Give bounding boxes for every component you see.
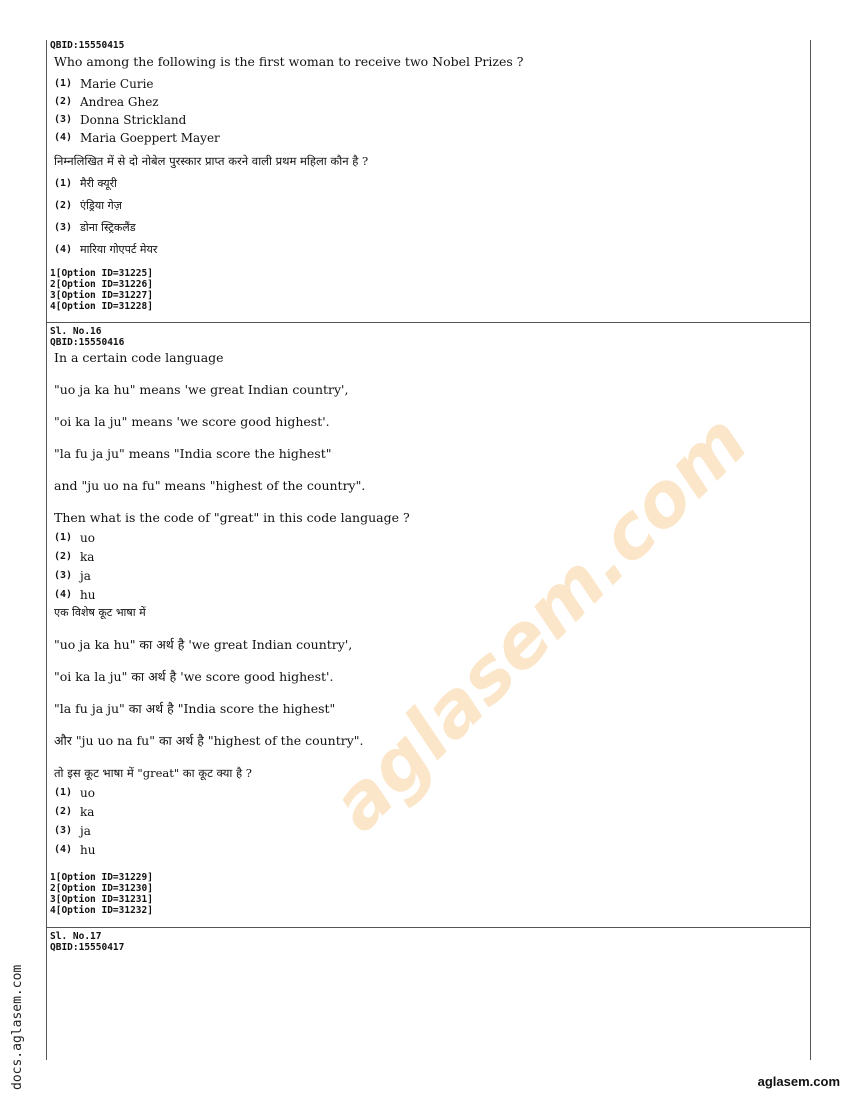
question-15 — [50, 40, 805, 312]
question-line: and "ju uo na fu" means "highest of the country". — [54, 478, 366, 493]
option-3-hi: (3) ja — [54, 824, 91, 838]
option-2: (2) ka — [54, 550, 95, 564]
option-1-hi: (1) मैरी क्यूरी — [54, 177, 118, 190]
qbid: QBID:15550416 — [50, 337, 125, 348]
qbid: QBID:15550415 — [50, 40, 125, 51]
question-line: Then what is the code of "great" in this code language ? — [54, 510, 410, 525]
question-17 — [50, 931, 805, 953]
right-border — [810, 40, 811, 1060]
option-id: 3[Option ID=31231] — [50, 894, 153, 905]
question-line-hi: एक विशेष कूट भाषा में — [54, 606, 146, 619]
question-line-hi: और "ju uo na fu" का अर्थ है "highest of the country". — [54, 733, 364, 748]
footer-brand: aglasem.com — [757, 1074, 840, 1089]
option-1: (1) uo — [54, 531, 95, 545]
qbid: QBID:15550417 — [50, 942, 125, 953]
option-4: (4) Maria Goeppert Mayer — [54, 131, 220, 145]
side-url: docs.aglasem.com — [10, 964, 25, 1090]
question-line: "uo ja ka hu" means 'we great Indian country', — [54, 382, 349, 397]
option-3: (3) ja — [54, 569, 91, 583]
option-4-hi: (4) मारिया गोएपर्ट मेयर — [54, 243, 158, 256]
question-line-hi: तो इस कूट भाषा में "great" का कूट क्या है ? — [54, 766, 252, 780]
divider — [46, 927, 811, 928]
question-line: "oi ka la ju" means 'we score good highest'. — [54, 414, 330, 429]
option-2: (2) Andrea Ghez — [54, 95, 159, 109]
question-line: "la fu ja ju" means "India score the highest" — [54, 446, 332, 461]
option-id: 1[Option ID=31229] — [50, 872, 153, 883]
serial-number: Sl. No.17 — [50, 931, 102, 942]
option-id: 3[Option ID=31227] — [50, 290, 153, 301]
divider — [46, 322, 811, 323]
option-4-hi: (4) hu — [54, 843, 96, 857]
question-text-hi: निम्नलिखित में से दो नोबेल पुरस्कार प्राप्त करने वाली प्रथम महिला कौन है ? — [54, 154, 369, 168]
serial-number: Sl. No.16 — [50, 326, 102, 337]
option-2-hi: (2) ka — [54, 805, 95, 819]
option-1-hi: (1) uo — [54, 786, 95, 800]
question-line-hi: "oi ka la ju" का अर्थ है 'we score good highest'. — [54, 669, 334, 684]
option-3-hi: (3) डोना स्ट्रिकलैंड — [54, 221, 136, 234]
option-1: (1) Marie Curie — [54, 77, 154, 91]
option-id: 2[Option ID=31226] — [50, 279, 153, 290]
question-line: In a certain code language — [54, 350, 224, 365]
option-id: 4[Option ID=31232] — [50, 905, 153, 916]
watermark: aglasem.com — [315, 398, 765, 848]
question-line-hi: "uo ja ka hu" का अर्थ है 'we great Indian country', — [54, 637, 353, 652]
left-border — [46, 40, 47, 1060]
option-4: (4) hu — [54, 588, 96, 602]
option-3: (3) Donna Strickland — [54, 113, 187, 127]
question-text-en: Who among the following is the first woman to receive two Nobel Prizes ? — [54, 54, 524, 69]
option-2-hi: (2) एंड्रिया गेज़ — [54, 199, 122, 212]
option-id: 4[Option ID=31228] — [50, 301, 153, 312]
option-id: 1[Option ID=31225] — [50, 268, 153, 279]
option-id: 2[Option ID=31230] — [50, 883, 153, 894]
question-line-hi: "la fu ja ju" का अर्थ है "India score the highest" — [54, 701, 336, 716]
